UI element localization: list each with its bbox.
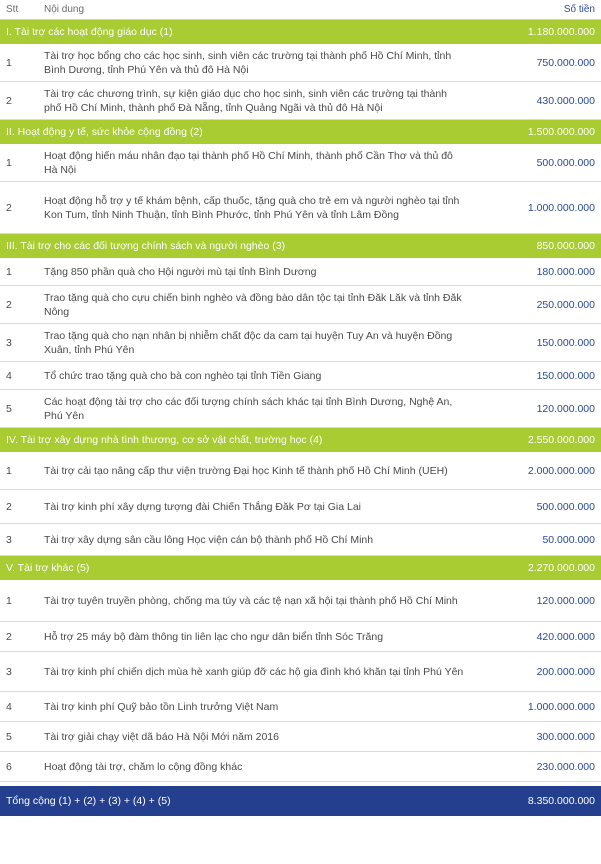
table-row: [0, 524, 601, 556]
row-stt: 4: [6, 700, 12, 713]
row-amount: 750.000.000: [536, 56, 595, 69]
section-amount: 2.270.000.000: [527, 562, 595, 574]
section-row: [0, 234, 601, 258]
row-stt: 1: [6, 56, 12, 69]
row-amount: 120.000.000: [536, 402, 595, 415]
row-stt: 3: [6, 336, 12, 349]
row-stt: 3: [6, 665, 12, 678]
row-amount: 2.000.000.000: [527, 464, 595, 477]
table-row: [0, 390, 601, 428]
section-row: [0, 20, 601, 44]
table-row: [0, 144, 601, 182]
row-stt: 6: [6, 760, 12, 773]
total-amount: 8.350.000.000: [527, 795, 595, 807]
row-content: Tài trợ giải chạy việt dã báo Hà Nội Mới năm 2016: [44, 730, 279, 743]
table-row: [0, 286, 601, 324]
section-amount: 1.180.000.000: [527, 26, 595, 38]
header-amount: Số tiền: [563, 3, 595, 15]
row-stt: 5: [6, 730, 12, 743]
row-content: Hoạt động tài trợ, chăm lo cộng đồng khác: [44, 760, 243, 773]
row-amount: 420.000.000: [536, 630, 595, 643]
row-amount: 50.000.000: [542, 533, 595, 546]
row-stt: 4: [6, 369, 12, 382]
row-amount: 120.000.000: [536, 594, 595, 607]
row-stt: 3: [6, 533, 12, 546]
row-stt: 1: [6, 265, 12, 278]
row-content: Tài trợ các chương trình, sự kiện giáo dục cho học sinh, sinh viên các trường tại thành phố Hồ Chí Minh, thành phố Đà Nẵng, tỉnh Quảng Ngãi và thủ đô Hà Nội: [44, 87, 448, 114]
row-content: Hoạt động hỗ trợ y tế khám bệnh, cấp thuốc, tặng quà cho trẻ em và người nghèo tại tỉnh Kon Tum, tỉnh Ninh Thuận, tỉnh Bình Phước, tỉnh Phú Yên và tỉnh Lâm Đồng: [44, 194, 460, 221]
row-amount: 430.000.000: [536, 94, 595, 107]
row-amount: 250.000.000: [536, 298, 595, 311]
row-stt: 5: [6, 402, 12, 415]
row-stt: 2: [6, 500, 12, 513]
total-label: Tổng cộng (1) + (2) + (3) + (4) + (5): [6, 795, 171, 807]
section-title: II. Hoạt động y tế, sức khỏe cộng đồng (2): [6, 126, 203, 138]
table-row: [0, 452, 601, 490]
row-amount: 500.000.000: [536, 500, 595, 513]
section-title: IV. Tài trợ xây dựng nhà tình thương, cơ sở vật chất, trường học (4): [6, 434, 323, 446]
table-row: [0, 258, 601, 286]
row-content: Tài trợ xây dựng sân cầu lông Học viện cán bộ thành phố Hồ Chí Minh: [44, 533, 374, 546]
row-stt: 2: [6, 201, 12, 214]
table-row: [0, 652, 601, 692]
total-row: [0, 786, 601, 816]
row-content: Tài trợ cải tạo nâng cấp thư viện trường Đại học Kinh tế thành phố Hồ Chí Minh (UEH): [44, 464, 448, 477]
row-content: Tặng 850 phần quà cho Hội người mù tại tỉnh Bình Dương: [44, 265, 317, 278]
row-amount: 230.000.000: [536, 760, 595, 773]
table-row: [0, 82, 601, 120]
table-row: [0, 44, 601, 82]
section-title: I. Tài trợ các hoạt động giáo dục (1): [6, 26, 173, 38]
row-amount: 200.000.000: [536, 665, 595, 678]
section-title: III. Tài trợ cho các đối tượng chính sách và người nghèo (3): [6, 240, 286, 252]
table-row: [0, 622, 601, 652]
row-amount: 150.000.000: [536, 369, 595, 382]
row-content: Tổ chức trao tặng quà cho bà con nghèo tại tỉnh Tiền Giang: [44, 369, 322, 382]
section-amount: 850.000.000: [536, 240, 595, 252]
row-content: Hoạt động hiến máu nhân đạo tại thành phố Hồ Chí Minh, thành phố Cần Thơ và thủ đô Hà Nội: [44, 149, 453, 176]
table-row: [0, 580, 601, 622]
row-content: Tài trợ học bổng cho các học sinh, sinh viên các trường tại thành phố Hồ Chí Minh, tỉnh Bình Dương, tỉnh Phú Yên và thủ đô Hà Nội: [44, 49, 452, 76]
row-amount: 180.000.000: [536, 265, 595, 278]
section-row: [0, 120, 601, 144]
row-stt: 1: [6, 464, 12, 477]
row-amount: 1.000.000.000: [527, 201, 595, 214]
table-row: [0, 490, 601, 524]
row-content: Trao tặng quà cho cựu chiến binh nghèo và đồng bào dân tộc tại tỉnh Đăk Lăk và tỉnh Đăk Nông: [44, 291, 462, 318]
table-row: [0, 692, 601, 722]
section-amount: 2.550.000.000: [527, 434, 595, 446]
table-row: [0, 182, 601, 234]
row-content: Tài trợ tuyên truyền phòng, chống ma túy và các tệ nạn xã hội tại thành phố Hồ Chí Minh: [44, 594, 458, 607]
row-content: Các hoạt động tài trợ cho các đối tượng chính sách khác tại tỉnh Bình Dương, Nghệ An, Phú Yên: [44, 395, 453, 422]
row-content: Tài trợ kinh phí xây dựng tượng đài Chiến Thắng Đăk Pơ tại Gia Lai: [44, 500, 362, 513]
table-row: [0, 324, 601, 362]
row-stt: 1: [6, 156, 12, 169]
row-stt: 2: [6, 298, 12, 311]
header-stt: Stt: [6, 3, 19, 15]
table-row: [0, 722, 601, 752]
section-row: [0, 556, 601, 580]
header-content: Nội dung: [44, 3, 85, 15]
row-content: Tài trợ kinh phí chiến dịch mùa hè xanh giúp đỡ các hộ gia đình khó khăn tại tỉnh Phú Yên: [44, 665, 464, 678]
table-row: [0, 362, 601, 390]
row-amount: 500.000.000: [536, 156, 595, 169]
row-content: Tài trợ kinh phí Quỹ bảo tồn Linh trưởng Việt Nam: [44, 700, 279, 713]
row-content: Hỗ trợ 25 máy bộ đàm thông tin liên lạc cho ngư dân biển tỉnh Sóc Trăng: [44, 630, 384, 643]
section-amount: 1.500.000.000: [527, 126, 595, 138]
table-header: [0, 0, 601, 20]
row-content: Trao tặng quà cho nạn nhân bị nhiễm chất độc da cam tại huyện Tuy An và huyện Đồng Xuân, tỉnh Phú Yên: [44, 329, 453, 356]
section-title: V. Tài trợ khác (5): [6, 562, 90, 574]
row-amount: 300.000.000: [536, 730, 595, 743]
row-stt: 2: [6, 94, 12, 107]
table-row: [0, 752, 601, 782]
row-amount: 1.000.000.000: [527, 700, 595, 713]
row-stt: 2: [6, 630, 12, 643]
row-amount: 150.000.000: [536, 336, 595, 349]
row-stt: 1: [6, 594, 12, 607]
section-row: [0, 428, 601, 452]
